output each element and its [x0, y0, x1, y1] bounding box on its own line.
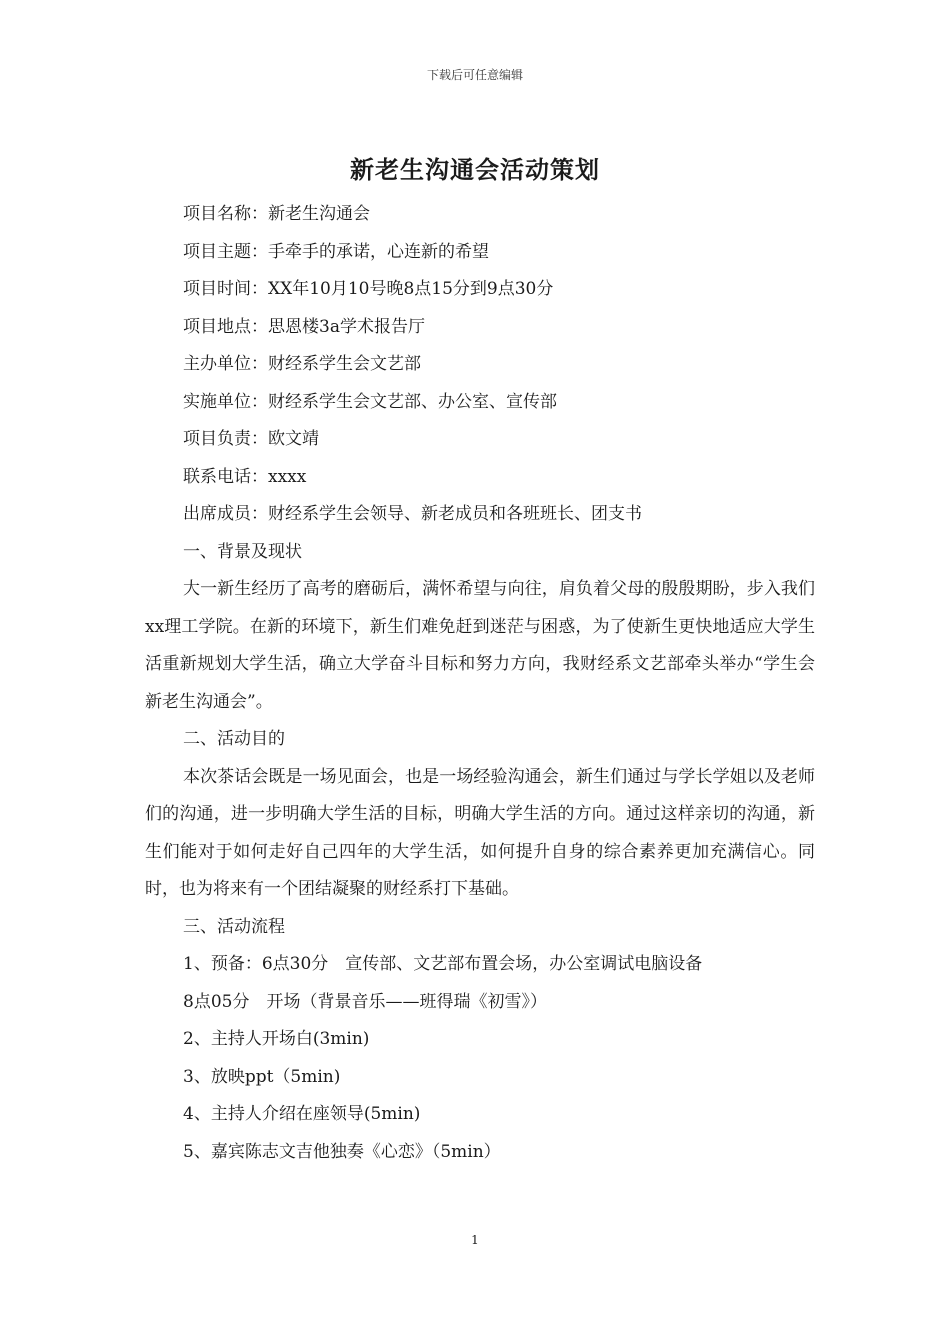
info-line-executor: 实施单位：财经系学生会文艺部、办公室、宣传部 [183, 391, 557, 412]
section-heading-purpose: 二、活动目的 [183, 729, 285, 749]
section-heading-background: 一、背景及现状 [183, 541, 302, 562]
info-line-phone: 联系电话：xxxx [183, 466, 307, 487]
process-item: 3、放映ppt（5min) [183, 1066, 341, 1087]
info-line-name: 项目名称：新老生沟通会 [183, 204, 370, 224]
section-background [145, 571, 815, 721]
info-line-theme: 项目主题：手牵手的承诺，心连新的希望 [183, 241, 489, 262]
paragraph-purpose: 本次茶话会既是一场见面会，也是一场经验沟通会，新生们通过与学长学姐以及老师们的沟通，进一步明确大学生活的目标，明确大学生活的方向。通过这样亲切的沟通，新生们能对于如何走好自己四年的大学生活，如何提升自身的综合素养更加充满信心。同时，也为将来有一个团结凝聚的财经系打下基础。 [145, 766, 815, 899]
info-line-time: 项目时间：XX年10月10号晚8点15分到9点30分 [183, 279, 554, 299]
paragraph-background: 大一新生经历了高考的磨砺后，满怀希望与向往，肩负着父母的殷殷期盼，步入我们xx理工学院。在新的环境下，新生们难免赶到迷茫与困惑，为了使新生更快地适应大学生活重新规划大学生活，确立大学奋斗目标和努力方向，我财经系文艺部牵头举办“学生会新老生沟通会”。 [145, 579, 815, 712]
info-line-lead: 项目负责：欧文靖 [183, 429, 319, 449]
process-item: 1、预备：6点30分 宣传部、文艺部布置会场，办公室调试电脑设备 [183, 954, 703, 974]
document-title: 新老生沟通会活动策划 [350, 155, 600, 184]
section-purpose [145, 759, 815, 909]
info-line-attendees: 出席成员：财经系学生会领导、新老成员和各班班长、团支书 [183, 504, 642, 524]
document-body [145, 196, 815, 1171]
section-heading-process: 三、活动流程 [183, 916, 285, 937]
process-item: 8点05分 开场（背景音乐——班得瑞《初雪》） [183, 991, 547, 1012]
header-note: 下载后可任意编辑 [426, 68, 523, 82]
page-number: 1 [471, 1233, 479, 1247]
process-item: 4、主持人介绍在座领导(5min) [183, 1104, 421, 1124]
info-line-organizer: 主办单位：财经系学生会文艺部 [183, 354, 421, 374]
info-line-location: 项目地点：思恩楼3a学术报告厅 [183, 316, 425, 337]
process-item: 2、主持人开场白(3min) [183, 1029, 370, 1049]
process-item: 5、嘉宾陈志文吉他独奏《心恋》（5min） [183, 1141, 501, 1162]
